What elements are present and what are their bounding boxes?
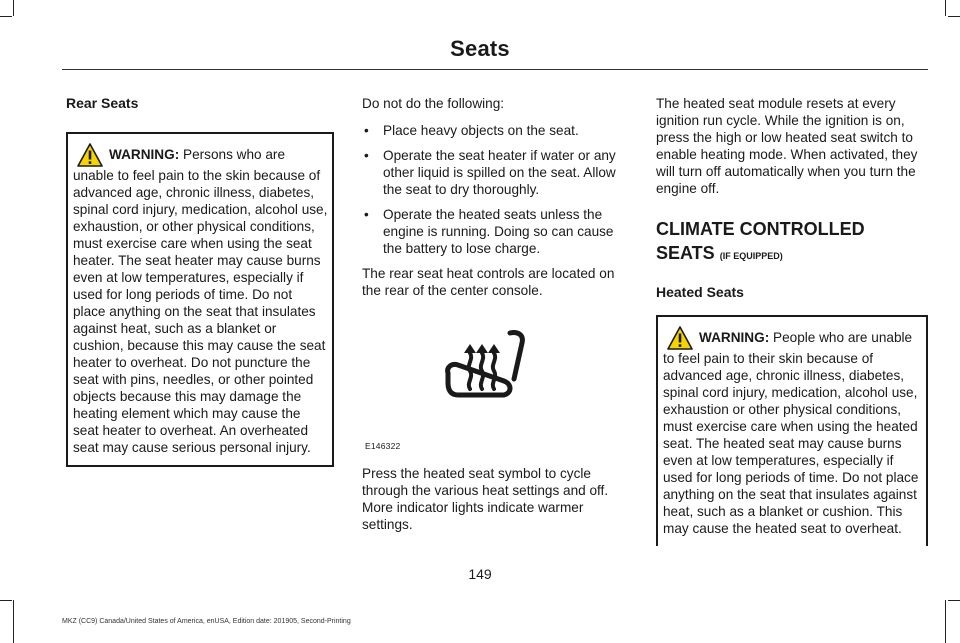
bullet-glyph: • bbox=[364, 207, 369, 222]
crop-mark bbox=[945, 0, 946, 16]
crop-mark bbox=[0, 16, 12, 17]
warning-text: People who are unable to feel pain to their skin because of advanced age, chronic illness, diabetes, spinal cord injury, medication, alcohol use, exhaustion or other physical conditions, must exercise care when using the heated seat. The heated seat may cause burns even at low temperatures, especially if used for long periods of time. Do not place anything on the seat that insulates against heat, such as a blanket or cushion. This may cause the heated seat to overheat. bbox=[663, 330, 919, 536]
crop-mark bbox=[13, 0, 14, 16]
warning-label: WARNING: bbox=[699, 330, 770, 345]
section-title-tag: (IF EQUIPPED) bbox=[719, 251, 783, 261]
module-reset-text: The heated seat module resets at every ignition run cycle. While the ignition is on, press the high or low heated seat switch to enable heating mode. When activated, they will turn off automatically when you turn the engine off. bbox=[656, 96, 918, 196]
heated-seats-subheading: Heated Seats bbox=[656, 284, 744, 300]
crop-mark bbox=[948, 600, 960, 601]
bullet-glyph: • bbox=[364, 123, 369, 138]
warning-paragraph bbox=[73, 143, 328, 456]
crop-mark bbox=[948, 16, 960, 17]
list-item: • Place heavy objects on the seat. bbox=[364, 123, 579, 138]
warning-paragraph bbox=[663, 326, 922, 537]
intro-text: Do not do the following: bbox=[362, 96, 505, 111]
figure-heated-seat bbox=[362, 309, 630, 457]
warning-box bbox=[656, 315, 928, 546]
header-divider bbox=[62, 69, 928, 70]
bullet-glyph: • bbox=[364, 148, 369, 163]
figure-code: E146322 bbox=[365, 441, 401, 451]
bullet-list bbox=[362, 122, 630, 257]
crop-mark bbox=[945, 600, 946, 643]
section-heading bbox=[656, 217, 928, 268]
column-middle bbox=[362, 95, 630, 543]
edition-footer: MKZ (CC9) Canada/United States of America, enUSA, Edition date: 201905, Second-Printing bbox=[62, 618, 351, 625]
page-number: 149 bbox=[468, 566, 492, 582]
rear-seats-subheading: Rear Seats bbox=[66, 95, 139, 111]
warning-triangle-icon bbox=[667, 326, 693, 350]
controls-text: The rear seat heat controls are located on the rear of the center console. bbox=[362, 266, 615, 298]
column-left bbox=[66, 95, 334, 467]
column-right bbox=[656, 95, 928, 546]
warning-triangle-icon bbox=[77, 143, 103, 167]
page-title: Seats bbox=[450, 36, 510, 61]
warning-box bbox=[66, 132, 334, 467]
section-title-text: CLIMATE CONTROLLED SEATS bbox=[656, 219, 865, 263]
press-text: Press the heated seat symbol to cycle through the various heat settings and off. More indicator lights indicate warmer settings. bbox=[362, 466, 609, 532]
list-item: • Operate the heated seats unless the engine is running. Doing so can cause the battery to lose charge. bbox=[364, 207, 614, 256]
crop-mark bbox=[0, 600, 12, 601]
heated-seat-icon bbox=[444, 327, 536, 407]
list-item: • Operate the seat heater if water or any other liquid is spilled on the seat. Allow the seat to dry thoroughly. bbox=[364, 148, 616, 197]
warning-label: WARNING: bbox=[109, 147, 180, 162]
crop-mark bbox=[13, 600, 14, 643]
warning-text: Persons who are unable to feel pain to the skin because of advanced age, chronic illness, diabetes, spinal cord injury, medication, alcohol use, exhaustion, or other physical conditions, must exercise care when using the seat heater. The seat heater may cause burns even at low temperatures, especially if used for long periods of time. Do not place anything on the seat that insulates against heat, such as a blanket or cushion, because this may cause the seat heater to overheat. Do not puncture the seat with pins, needles, or other pointed objects because this may damage the heating element which may cause the seat heater to overheat. An overheated seat may cause serious personal injury. bbox=[73, 147, 328, 455]
